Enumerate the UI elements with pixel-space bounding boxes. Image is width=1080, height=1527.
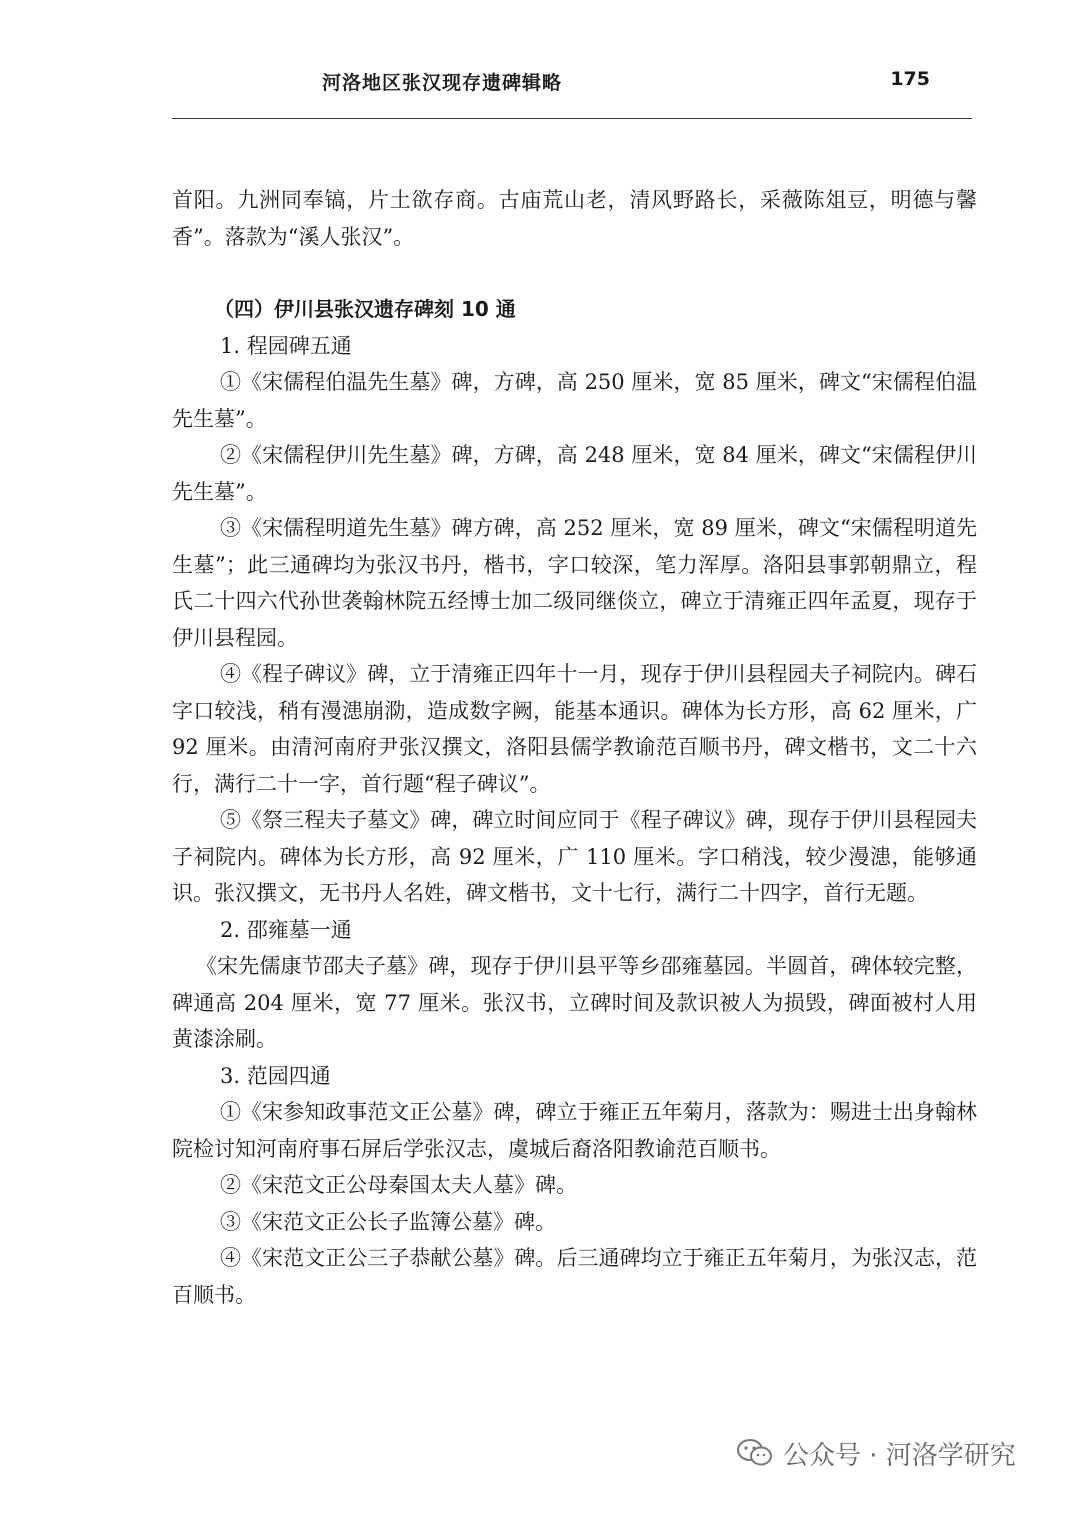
- paragraph: 《宋先儒康节邵夫子墓》碑，现存于伊川县平等乡邵雍墓园。半圆首，碑体较完整，碑通高 204 厘米，宽 77 厘米。张汉书，立碑时间及款识被人为损毁，碑面被村人用黄漆涂刷。: [172, 954, 977, 1051]
- paragraph: ⑤《祭三程夫子墓文》碑，碑立时间应同于《程子碑议》碑，现存于伊川县程园夫子祠院内。碑体为长方形，高 92 厘米，广 110 厘米。字口稍浅，较少漫漶，能够通识。张汉撰文，无书丹人名姓，碑文楷书，文十七行，满行二十四字，首行无题。: [172, 808, 977, 905]
- body-text: [172, 182, 977, 1313]
- subsection-heading: 3. 范园四通: [220, 1063, 331, 1088]
- paragraph: ①《宋儒程伯温先生墓》碑，方碑，高 250 厘米，宽 85 厘米，碑文“宋儒程伯温先生墓”。: [172, 370, 977, 431]
- watermark: [737, 1428, 1016, 1478]
- paragraph: ④《程子碑议》碑，立于清雍正四年十一月，现存于伊川县程园夫子祠院内。碑石字口较浅，稍有漫漶崩泐，造成数字阙，能基本通识。碑体为长方形，高 62 厘米，广 92 厘米。由清河南府尹张汉撰文，洛阳县儒学教谕范百顺书丹，碑文楷书，文二十六行，满行二十一字，首行题“程子碑议”。: [172, 662, 977, 796]
- paragraph: ②《宋范文正公母秦国太夫人墓》碑。: [220, 1173, 577, 1197]
- subsection-heading: 1. 程园碑五通: [220, 333, 352, 358]
- running-title: 河洛地区张汉现存遗碑辑略: [322, 72, 563, 94]
- paragraph: ③《宋儒程明道先生墓》碑方碑，高 252 厘米，宽 89 厘米，碑文“宋儒程明道先生墓”；此三通碑均为张汉书丹，楷书，字口较深，笔力浑厚。洛阳县事郭朝鼎立，程氏二十四六代孙世袭翰林院五经博士加二级同继倓立，碑立于清雍正四年孟夏，现存于伊川县程园。: [172, 516, 977, 650]
- paragraph: ①《宋参知政事范文正公墓》碑，碑立于雍正五年菊月，落款为：赐进士出身翰林院检讨知河南府事石屏后学张汉志，虞城后裔洛阳教谕范百顺书。: [172, 1100, 977, 1161]
- watermark-text: 公众号 · 河洛学研究: [783, 1440, 1016, 1471]
- subsection-heading: 2. 邵雍墓一通: [220, 917, 352, 942]
- page-header: [172, 62, 972, 119]
- page-number: 175: [890, 68, 930, 90]
- paragraph: ②《宋儒程伊川先生墓》碑，方碑，高 248 厘米，宽 84 厘米，碑文“宋儒程伊川先生墓”。: [172, 443, 977, 504]
- spacer: [172, 255, 977, 291]
- paragraph: 首阳。九洲同奉镐，片土欲存商。古庙荒山老，清风野路长，采薇陈俎豆，明德与馨香”。落款为“溪人张汉”。: [172, 188, 977, 249]
- section-heading: （四）伊川县张汉遗存碑刻 10 通: [214, 297, 516, 321]
- paragraph: ④《宋范文正公三子恭献公墓》碑。后三通碑均立于雍正五年菊月，为张汉志，范百顺书。: [172, 1246, 977, 1307]
- paragraph: ③《宋范文正公长子监簿公墓》碑。: [220, 1209, 556, 1234]
- wechat-icon: [737, 1438, 773, 1468]
